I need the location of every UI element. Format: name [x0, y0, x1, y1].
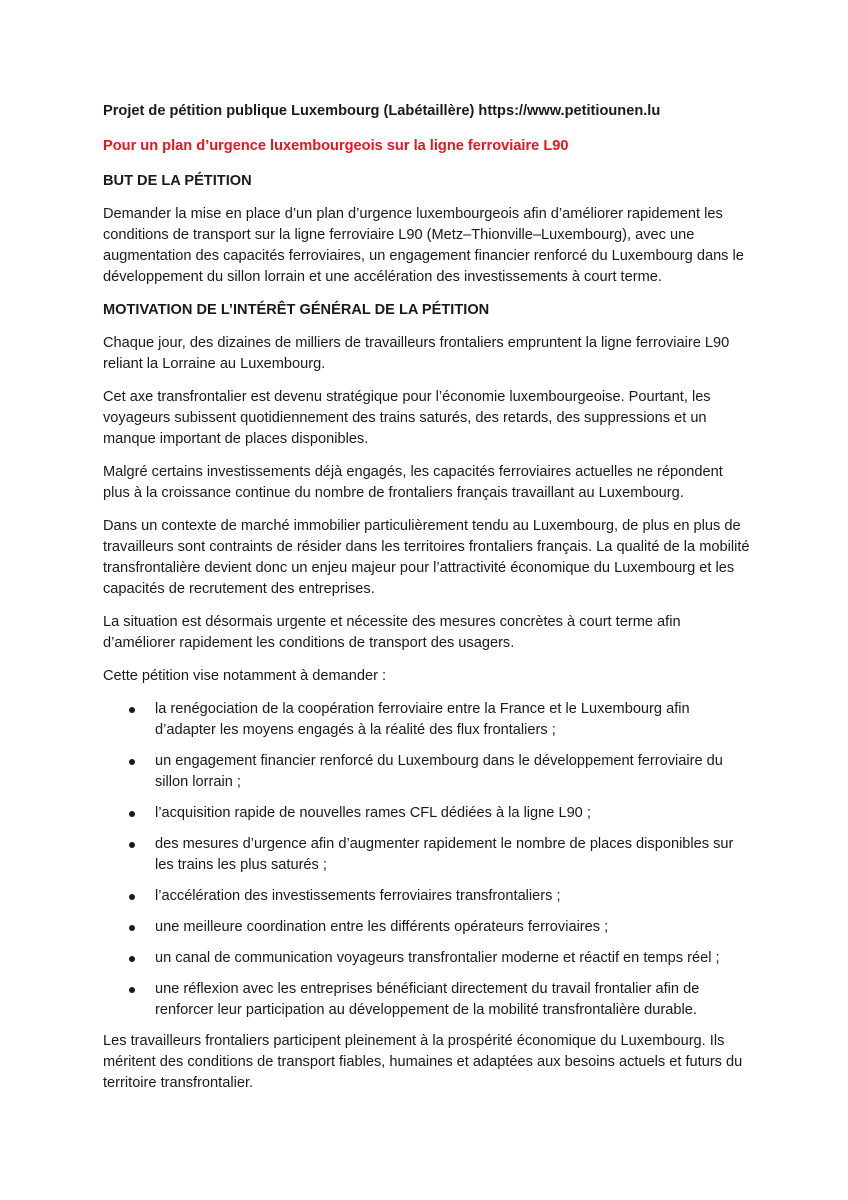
bullet-icon	[129, 925, 135, 931]
paragraph-but: Demander la mise en place d’un plan d’urgence luxembourgeois afin d’améliorer rapidement les conditions de transport sur la ligne ferroviaire L90 (Metz–Thionville–Luxembourg), avec une augmentation des capacités ferroviaires, un engagement financier renforcé du Luxembourg dans le développement du sillon lorrain et une accélération des investissements à court terme.	[103, 206, 744, 285]
bullet-icon	[129, 987, 135, 993]
list-item	[103, 886, 753, 907]
list-item	[103, 834, 753, 876]
list-item-text: une réflexion avec les entreprises bénéficiant directement du travail frontalier afin de renforcer leur participation au développement de la mobilité transfrontalière durable.	[155, 981, 700, 1018]
paragraph: Chaque jour, des dizaines de milliers de travailleurs frontaliers empruntent la ligne ferroviaire L90 reliant la Lorraine au Luxembourg.	[103, 335, 730, 372]
list-item-text: des mesures d’urgence afin d’augmenter rapidement le nombre de places disponibles sur les trains les plus saturés ;	[155, 836, 734, 873]
list-item-text: l’acquisition rapide de nouvelles rames CFL dédiées à la ligne L90 ;	[155, 805, 591, 821]
list-item	[103, 979, 753, 1021]
paragraph-intro-list: Cette pétition vise notamment à demander :	[103, 668, 387, 684]
document-title: Projet de pétition publique Luxembourg (Labétaillère) https://www.petitiounen.lu	[103, 103, 661, 119]
list-item	[103, 948, 753, 969]
list-item	[103, 699, 753, 741]
document-page	[103, 101, 753, 1106]
list-item-text: l’accélération des investissements ferroviaires transfrontaliers ;	[155, 888, 561, 904]
list-item-text: un canal de communication voyageurs transfrontalier moderne et réactif en temps réel ;	[155, 950, 720, 966]
list-item-text: un engagement financier renforcé du Luxembourg dans le développement ferroviaire du sillon lorrain ;	[155, 753, 723, 790]
paragraph: Cet axe transfrontalier est devenu stratégique pour l’économie luxembourgeoise. Pourtant, les voyageurs subissent quotidiennement des trains saturés, des retards, des suppressions et un manque important de places disponibles.	[103, 389, 711, 447]
bullet-icon	[129, 811, 135, 817]
list-item-text: la renégociation de la coopération ferroviaire entre la France et le Luxembourg afin d’adapter les moyens engagés à la réalité des flux frontaliers ;	[155, 701, 690, 738]
document-subtitle: Pour un plan d’urgence luxembourgeois sur la ligne ferroviaire L90	[103, 138, 569, 154]
list-item	[103, 751, 753, 793]
bullet-icon	[129, 707, 135, 713]
bullet-icon	[129, 759, 135, 765]
bullet-icon	[129, 956, 135, 962]
paragraph: La situation est désormais urgente et nécessite des mesures concrètes à court terme afin d’améliorer rapidement les conditions de transport des usagers.	[103, 614, 681, 651]
paragraph: Dans un contexte de marché immobilier particulièrement tendu au Luxembourg, de plus en plus de travailleurs sont contraints de résider dans les territoires frontaliers français. La qualité de la mobilité transfrontalière devient donc un enjeu majeur pour l’attractivité économique du Luxembourg et les capacités de recrutement des entreprises.	[103, 518, 750, 597]
list-item	[103, 917, 753, 938]
section-heading-motivation: MOTIVATION DE L’INTÉRÊT GÉNÉRAL DE LA PÉTITION	[103, 302, 490, 318]
bullet-icon	[129, 894, 135, 900]
bullet-icon	[129, 842, 135, 848]
demands-list	[103, 699, 753, 1021]
section-heading-but: BUT DE LA PÉTITION	[103, 173, 252, 189]
closing-paragraph: Les travailleurs frontaliers participent pleinement à la prospérité économique du Luxembourg. Ils méritent des conditions de transport fiables, humaines et adaptées aux besoins actuels et futurs du territoire transfrontalier.	[103, 1033, 743, 1091]
list-item-text: une meilleure coordination entre les différents opérateurs ferroviaires ;	[155, 919, 609, 935]
list-item	[103, 803, 753, 824]
paragraph: Malgré certains investissements déjà engagés, les capacités ferroviaires actuelles ne répondent plus à la croissance continue du nombre de frontaliers français travaillant au Luxembourg.	[103, 464, 723, 501]
